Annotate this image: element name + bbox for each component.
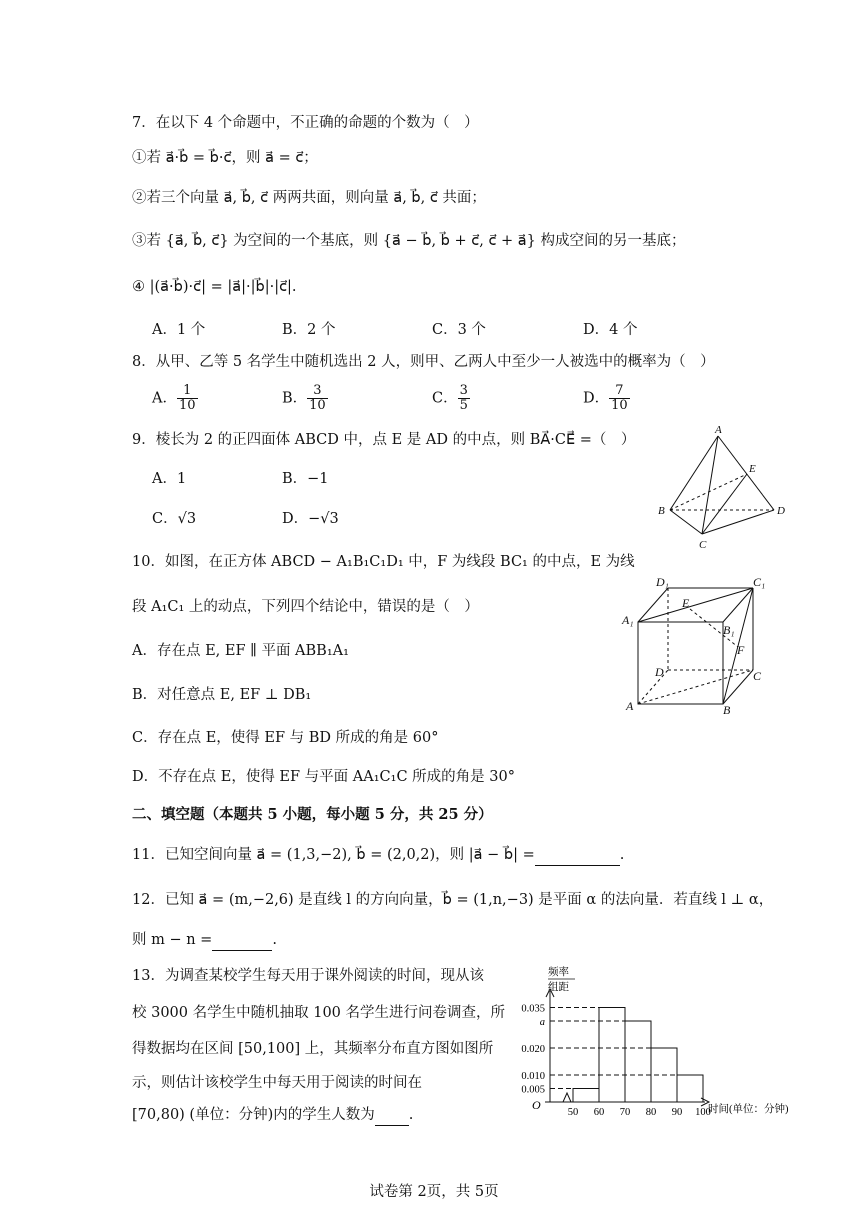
- q7-statement-3: ③若 {a⃗, b⃗, c⃗} 为空间的一个基底，则 {a⃗ − b⃗, b⃗ + c⃗, c⃗ + a⃗} 构成空间的另一基底；: [132, 233, 686, 249]
- label-d: D: [655, 665, 664, 679]
- x-axis-label: 时间(单位：分钟): [708, 1104, 789, 1115]
- label-b: B: [658, 505, 665, 517]
- q12-line-2-text: 则 m − n =: [132, 932, 213, 948]
- q13-end: .: [408, 1107, 414, 1123]
- x-tick-label: 100: [695, 1107, 711, 1118]
- q8-option-c-den: 5: [459, 398, 468, 413]
- q11-text: 11．已知空间向量 a⃗ = (1,3,−2), b⃗ = (2,0,2)，则 |a⃗ − b⃗| =: [132, 847, 535, 863]
- q8-option-a-den: 10: [178, 398, 196, 413]
- label-b1: B₁: [723, 623, 735, 637]
- frequency-histogram: [505, 965, 825, 1130]
- q10-option-d: D．不存在点 E，使得 EF 与平面 AA₁C₁C 所成的角是 30°: [132, 769, 515, 785]
- q10-stem-1: 10．如图，在正方体 ABCD − A₁B₁C₁D₁ 中，F 为线段 BC₁ 的中点，E 为线: [132, 554, 635, 570]
- q7-statement-4: ④ |(a⃗·b⃗)·c⃗| = |a⃗|·|b⃗|·|c⃗|.: [132, 279, 297, 295]
- x-tick-label: 60: [593, 1107, 605, 1118]
- label-d1: D₁: [656, 575, 669, 589]
- q8-option-c: [432, 384, 470, 413]
- label-d: D: [777, 505, 785, 517]
- q7-option-c: C．3 个: [432, 322, 486, 338]
- label-a: A: [626, 699, 634, 713]
- q9-option-b: B．−1: [282, 471, 329, 487]
- q8-option-d: [583, 384, 630, 413]
- q12-line-1: 12．已知 a⃗ = (m,−2,6) 是直线 l 的方向向量，b⃗ = (1,n,−3) 是平面 α 的法向量．若直线 l ⊥ α，: [132, 892, 774, 908]
- tetrahedron-figure: [650, 422, 800, 552]
- q13-line-4: 示，则估计该校学生中每天用于阅读的时间在: [132, 1075, 422, 1091]
- histogram-bar: [625, 1021, 651, 1102]
- histogram-bar: [573, 1089, 599, 1103]
- label-c1: C₁: [753, 575, 766, 589]
- q13-line-5: [132, 1105, 413, 1126]
- q7-statement-2: ②若三个向量 a⃗, b⃗, c⃗ 两两共面，则向量 a⃗, b⃗, c⃗ 共面；: [132, 190, 486, 206]
- x-tick-label: 50: [567, 1107, 579, 1118]
- q11: [132, 845, 624, 866]
- y-label-top: 频率: [548, 967, 569, 978]
- q9-stem: 9．棱长为 2 的正四面体 ABCD 中，点 E 是 AD 的中点，则 BA⃗·CE⃗ =（ ）: [132, 432, 636, 448]
- q8-option-c-num: 3: [459, 383, 468, 398]
- label-b: B: [723, 703, 731, 717]
- label-a: A: [715, 424, 722, 436]
- cube-figure: [620, 572, 770, 717]
- histogram-bar: [677, 1075, 703, 1102]
- page-footer: 试卷第 2页，共 5页: [369, 1184, 499, 1200]
- y-tick-label: 0.010: [521, 1071, 545, 1082]
- x-tick-label: 90: [671, 1107, 683, 1118]
- q9-option-c: C．√3: [152, 511, 197, 527]
- q8-option-b-num: 3: [307, 384, 328, 399]
- q8-option-c-letter: C．: [432, 390, 458, 407]
- q8-option-b: [282, 384, 328, 413]
- q10-option-a: A．存在点 E, EF ∥ 平面 ABB₁A₁: [132, 643, 349, 659]
- q8-option-d-den: 10: [611, 398, 628, 413]
- q7-stem: 7．在以下 4 个命题中，不正确的命题的个数为（ ）: [132, 115, 479, 131]
- x-tick-label: 70: [619, 1107, 631, 1118]
- q8-option-d-letter: D．: [583, 390, 610, 407]
- q8-option-a: [152, 384, 198, 413]
- q10-option-b: B．对任意点 E, EF ⊥ DB₁: [132, 687, 312, 703]
- q8-option-d-num: 7: [609, 384, 630, 399]
- q12-answer-blank: [212, 930, 272, 951]
- y-tick-label: 0.035: [521, 1003, 545, 1015]
- q9-option-d: D．−√3: [282, 511, 339, 527]
- q8-option-b-letter: B．: [282, 390, 308, 407]
- q12-end: .: [272, 932, 277, 948]
- label-e: E: [682, 596, 690, 610]
- y-tick-label: a: [539, 1017, 545, 1028]
- q7-option-b: B．2 个: [282, 322, 336, 338]
- q7-statement-1: ①若 a⃗·b⃗ = b⃗·c⃗，则 a⃗ = c⃗；: [132, 150, 318, 166]
- q10-option-c: C．存在点 E，使得 EF 与 BD 所成的角是 60°: [132, 730, 439, 746]
- label-e: E: [749, 463, 756, 475]
- origin-label: O: [532, 1098, 541, 1112]
- q8-option-b-den: 10: [309, 398, 326, 413]
- q13-line-2: 校 3000 名学生中随机抽取 100 名学生进行问卷调查，所: [132, 1005, 506, 1021]
- q7-option-d: D．4 个: [583, 322, 638, 338]
- q8-stem: 8．从甲、乙等 5 名学生中随机选出 2 人，则甲、乙两人中至少一人被选中的概率为（ ）: [132, 354, 715, 370]
- label-c: C: [699, 539, 707, 551]
- y-label-bottom: 组距: [548, 982, 569, 993]
- q13-answer-blank: [375, 1105, 409, 1126]
- q12-line-2: [132, 930, 277, 951]
- x-tick-label: 80: [645, 1107, 657, 1118]
- q7-option-a: A．1 个: [152, 322, 206, 338]
- q13-line-1: 13．为调查某校学生每天用于课外阅读的时间，现从该: [132, 968, 484, 984]
- section-2-heading: 二、填空题（本题共 5 小题，每小题 5 分，共 25 分）: [132, 806, 493, 823]
- q13-line-5-text: [70,80) (单位：分钟)内的学生人数为: [132, 1107, 375, 1123]
- label-c: C: [753, 669, 762, 683]
- q9-option-a: A．1: [152, 471, 187, 487]
- label-f: F: [737, 643, 745, 657]
- y-tick-label: 0.005: [521, 1084, 545, 1096]
- q10-stem-2: 段 A₁C₁ 上的动点，下列四个结论中，错误的是（ ）: [132, 599, 479, 615]
- q11-answer-blank: [535, 845, 620, 866]
- histogram-bar: [599, 1008, 625, 1103]
- q8-option-a-letter: A．: [152, 390, 177, 407]
- y-tick-label: 0.020: [521, 1044, 545, 1055]
- q13-line-3: 得数据均在区间 [50,100] 上，其频率分布直方图如图所: [132, 1041, 494, 1057]
- q11-end: .: [619, 847, 625, 863]
- q8-option-a-num: 1: [177, 384, 198, 399]
- label-a1: A₁: [622, 613, 634, 627]
